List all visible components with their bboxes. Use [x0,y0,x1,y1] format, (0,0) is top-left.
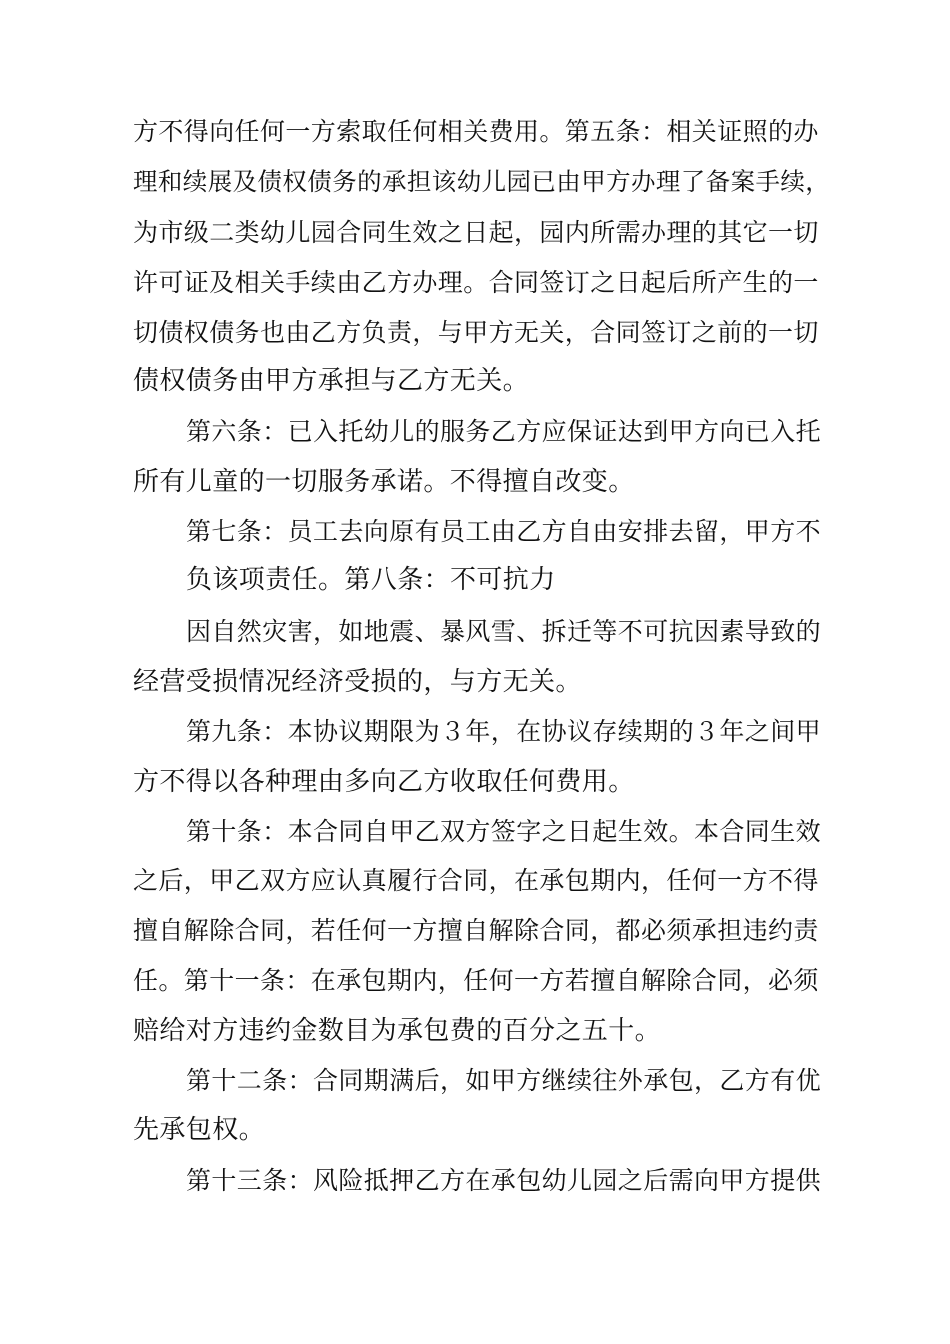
text-line: 第十条：本合同自甲乙双方签字之日起生效。本合同生效 [186,817,822,846]
text-line: 擅自解除合同，若任何一方擅自解除合同，都必须承担违约责 [133,916,819,945]
text-line: 方不得向任何一方索取任何相关费用。第五条：相关证照的办 [133,117,819,146]
text-line: 任。第十一条：在承包期内，任何一方若擅自解除合同，必须 [133,966,819,995]
text-line: 负该项责任。第八条：不可抗力 [186,565,556,595]
text-line: 经营受损情况经济受损的，与方无关。 [133,667,582,697]
text-line: 第十二条：合同期满后，如甲方继续往外承包，乙方有优 [186,1066,822,1095]
text-line: 为市级二类幼儿园合同生效之日起，园内所需办理的其它一切 [133,218,819,247]
text-line: 赔给对方违约金数目为承包费的百分之五十。 [133,1016,662,1046]
text-line: 许可证及相关手续由乙方办理。合同签订之日起后所产生的一 [133,268,819,297]
text-line: 因自然灾害，如地震、暴风雪、拆迁等不可抗因素导致的 [186,617,822,646]
text-line: 理和续展及债权债务的承担该幼儿园已由甲方办理了备案手续， [133,167,831,196]
text-line: 切债权债务也由乙方负责，与甲方无关，合同签订之前的一切 [133,318,819,347]
text-line: 第六条：已入托幼儿的服务乙方应保证达到甲方向已入托 [186,417,822,446]
text-line: 第七条：员工去向原有员工由乙方自由安排去留，甲方不 [186,517,822,546]
text-line: 债权债务由甲方承担与乙方无关。 [133,366,530,396]
text-line: 第十三条：风险抵押乙方在承包幼儿园之后需向甲方提供 [186,1166,822,1195]
text-line: 方不得以各种理由多向乙方收取任何费用。 [133,767,635,797]
text-line: 所有儿童的一切服务承诺。不得擅自改变。 [133,467,635,497]
text-line: 先承包权。 [133,1115,266,1145]
text-line: 之后，甲乙双方应认真履行合同，在承包期内，任何一方不得 [133,866,819,895]
text-line: 第九条：本协议期限为３年，在协议存续期的３年之间甲 [186,717,822,746]
